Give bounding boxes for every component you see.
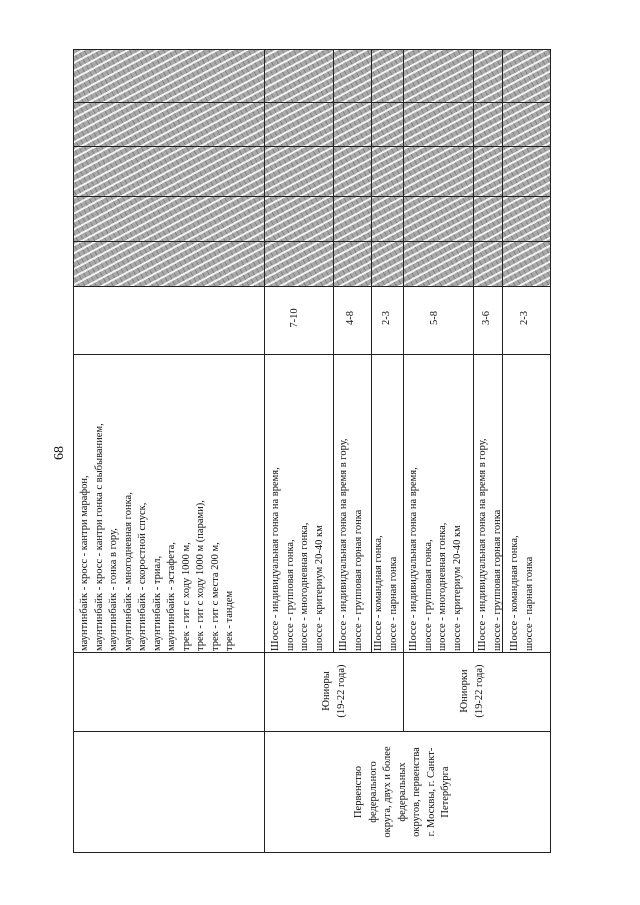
table-border-right	[550, 49, 551, 853]
row-sep-4	[403, 49, 404, 732]
count-cell: 4-8	[345, 311, 356, 325]
table-border-bottom	[73, 852, 551, 853]
discipline-cell: Шоссе - индивидуальная гонка на время в гору, шоссе - групповая горная гонка	[338, 438, 364, 651]
table-border-left	[73, 49, 74, 853]
col-sep-discipline	[73, 652, 551, 653]
age-group-juniors: Юниоры (19-22 года)	[321, 664, 347, 718]
age-group-junior-women: Юниорки (19-22 года)	[459, 664, 485, 718]
hatch-sep-2	[73, 146, 551, 147]
count-cell: 2-3	[381, 311, 392, 325]
row-sep-2	[333, 49, 334, 653]
hatch-sep-4	[73, 241, 551, 242]
redacted-hatched-area	[73, 49, 551, 286]
row-sep-1	[264, 49, 265, 853]
count-cell: 3-6	[481, 311, 492, 325]
discipline-cell: Шоссе - командная гонка, шоссе - парная гонка	[373, 535, 399, 651]
competition-name-cell: Первенство федерального округа, двух и более федеральных округов, первенства г. Москвы, г. Санкт- Петербурга	[353, 746, 451, 838]
discipline-cell: Шоссе - индивидуальная гонка на время, шоссе - групповая гонка, шоссе - многодневная гонка, шоссе - критериум 20-40 км	[270, 467, 325, 651]
table-border-top	[73, 49, 551, 50]
count-cell: 2-3	[519, 311, 530, 325]
discipline-cell: Шоссе - командная гонка, шоссе - парная гонка	[509, 535, 535, 651]
discipline-cell: Шоссе - индивидуальная гонка на время в гору, шоссе - групповая горная гонка	[477, 438, 503, 651]
continued-disciplines-cell: маунтинбайк - кросс - кантри марафон, маунтинбайк - кросс - кантри гонка с выбыванием, маунтинбайк - гонка в гору, маунтинбайк - многодневная гонка, маунтинбайк - скоростной спуск, маунтинбайк - триал, маунтинбайк - эстафета, трек - гит с ходу 1000 м, трек - гит с ходу 1000 м (парами), трек - гит с места 200 м, трек - тандем	[79, 423, 235, 651]
hatch-sep-1	[73, 102, 551, 103]
count-cell: 5-8	[429, 311, 440, 325]
count-cell: 7-10	[289, 308, 300, 328]
page-number: 68	[52, 446, 67, 460]
discipline-cell: Шоссе - индивидуальная гонка на время, шоссе - групповая гонка, шоссе - многодневная гонка, шоссе - критериум 20-40 км	[408, 467, 463, 651]
row-sep-5	[473, 49, 474, 653]
col-sep-age	[73, 731, 551, 732]
hatch-sep-3	[73, 196, 551, 197]
